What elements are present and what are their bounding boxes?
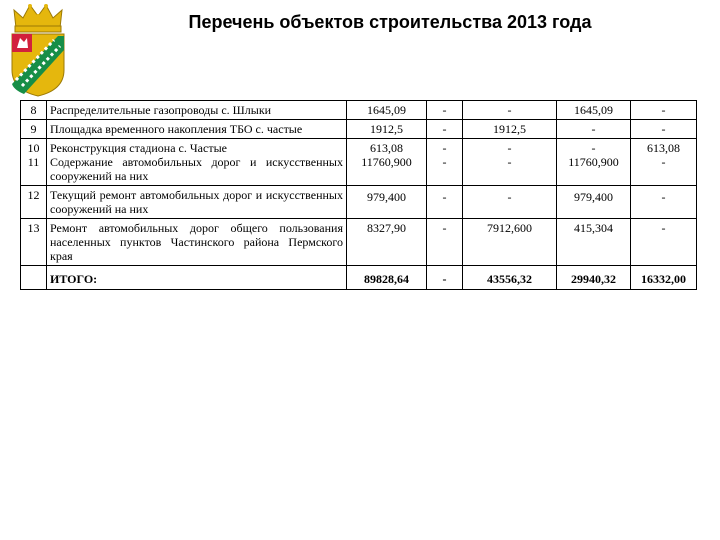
object-name: Реконструкция стадиона с. Частые bbox=[50, 141, 227, 155]
col4-cell: - bbox=[557, 120, 631, 139]
object-name: Содержание автомобильных дорог и искусственных сооружений на них bbox=[50, 155, 343, 183]
total-label: ИТОГО: bbox=[47, 266, 347, 290]
total-col5-cell: 16332,00 bbox=[631, 266, 697, 290]
row-number: 11 bbox=[27, 155, 40, 169]
page-title: Перечень объектов строительства 2013 года bbox=[188, 12, 592, 32]
object-name: Площадка временного накопления ТБО с. частые bbox=[47, 120, 347, 139]
coat-of-arms-emblem bbox=[6, 2, 70, 98]
table-row bbox=[21, 120, 697, 139]
col2-cell: - bbox=[427, 186, 463, 219]
total-cell: 1912,5 bbox=[347, 120, 427, 139]
object-name: Текущий ремонт автомобильных дорог и искусственных сооружений на них bbox=[47, 186, 347, 219]
row-number-pair bbox=[21, 139, 47, 186]
object-name: Распределительные газопроводы с. Шлыки bbox=[47, 101, 347, 120]
col4-cell: 415,304 bbox=[557, 219, 631, 266]
col3-cell-pair bbox=[463, 139, 557, 186]
total-cell: 613,08 bbox=[370, 141, 403, 155]
table-row bbox=[21, 219, 697, 266]
col3-cell: - bbox=[463, 186, 557, 219]
col2-cell: - bbox=[427, 219, 463, 266]
col3-cell: - bbox=[507, 141, 512, 155]
row-number: 9 bbox=[21, 120, 47, 139]
col5-cell: - bbox=[631, 186, 697, 219]
row-number: 10 bbox=[27, 141, 40, 155]
total-row-number bbox=[21, 266, 47, 290]
col5-cell: - bbox=[631, 120, 697, 139]
col3-cell: 1912,5 bbox=[463, 120, 557, 139]
objects-table bbox=[20, 100, 697, 290]
total-col2-cell: - bbox=[427, 266, 463, 290]
total-row bbox=[21, 266, 697, 290]
total-cell: 1645,09 bbox=[347, 101, 427, 120]
col3-cell: - bbox=[507, 155, 512, 169]
row-number: 13 bbox=[21, 219, 47, 266]
total-col3-cell: 43556,32 bbox=[463, 266, 557, 290]
table-row bbox=[21, 186, 697, 219]
col2-cell: - bbox=[427, 101, 463, 120]
col2-cell-pair bbox=[427, 139, 463, 186]
col4-cell-pair bbox=[557, 139, 631, 186]
grand-total-cell: 89828,64 bbox=[347, 266, 427, 290]
col5-cell-pair bbox=[631, 139, 697, 186]
object-name: Ремонт автомобильных дорог общего пользования населенных пунктов Частинского района Пермского края bbox=[47, 219, 347, 266]
total-cell: 8327,90 bbox=[347, 219, 427, 266]
total-cell-pair bbox=[347, 139, 427, 186]
shield-icon bbox=[12, 34, 64, 96]
col2-cell: - bbox=[442, 155, 447, 169]
col4-cell: 1645,09 bbox=[557, 101, 631, 120]
col5-cell: - bbox=[631, 219, 697, 266]
col2-cell: - bbox=[442, 141, 447, 155]
total-col4-cell: 29940,32 bbox=[557, 266, 631, 290]
col3-cell: - bbox=[463, 101, 557, 120]
table-row bbox=[21, 101, 697, 120]
total-cell: 11760,900 bbox=[361, 155, 412, 169]
crown-icon bbox=[14, 4, 62, 32]
total-cell: 979,400 bbox=[347, 186, 427, 219]
col5-cell: - bbox=[631, 101, 697, 120]
col2-cell: - bbox=[427, 120, 463, 139]
row-number: 12 bbox=[21, 186, 47, 219]
col5-cell: - bbox=[661, 155, 666, 169]
col3-cell: 7912,600 bbox=[463, 219, 557, 266]
object-name-pair bbox=[47, 139, 347, 186]
col4-cell: - bbox=[591, 141, 596, 155]
row-number: 8 bbox=[21, 101, 47, 120]
col5-cell: 613,08 bbox=[647, 141, 680, 155]
table-row bbox=[21, 139, 697, 186]
col4-cell: 11760,900 bbox=[568, 155, 619, 169]
col4-cell: 979,400 bbox=[557, 186, 631, 219]
